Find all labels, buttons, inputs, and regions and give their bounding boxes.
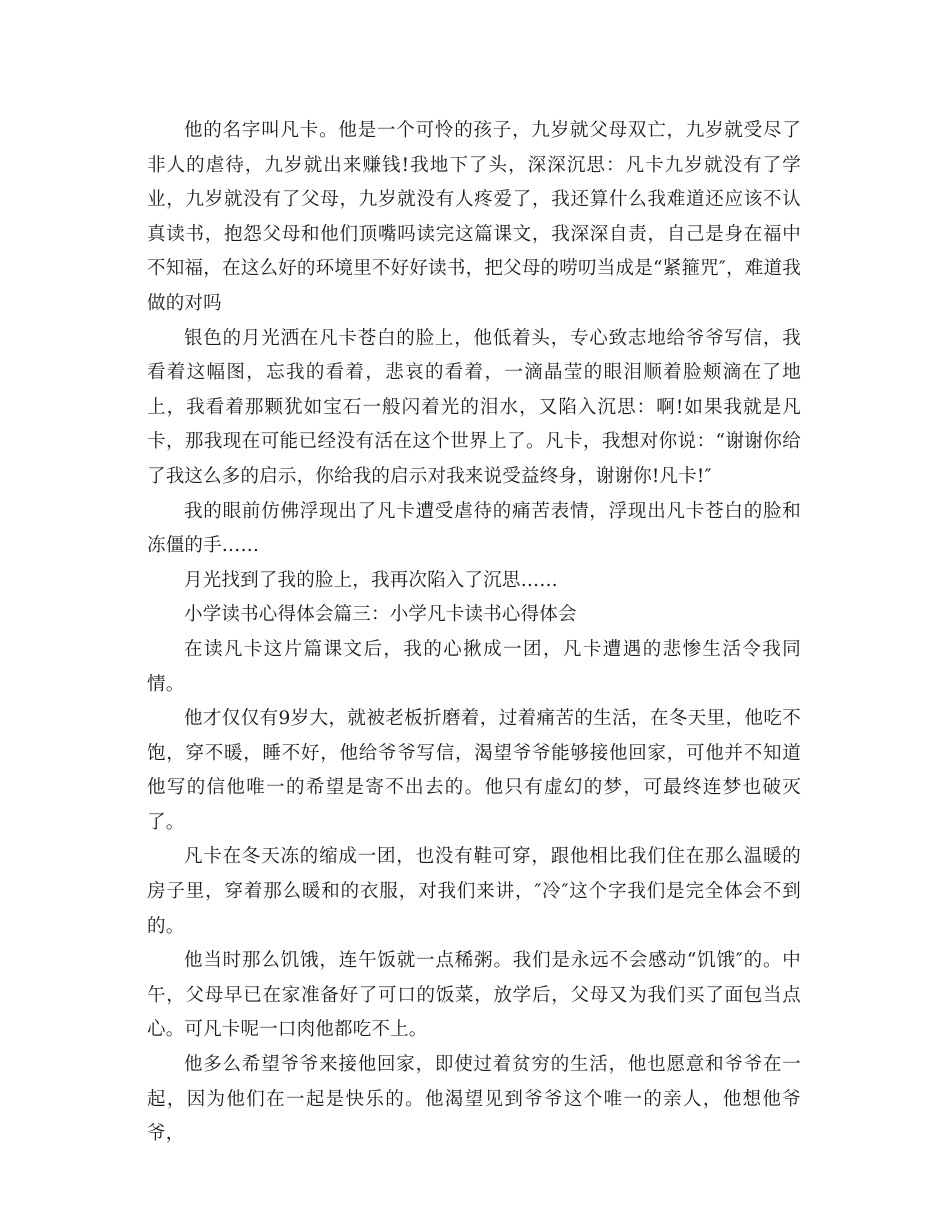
paragraph: 他的名字叫凡卡。他是一个可怜的孩子，九岁就父母双亡，九岁就受尽了非人的虐待，九岁就出来赚钱!我地下了头，深深沉思：凡卡九岁就没有了学业，九岁就没有了父母，九岁就没有人疼爱了，我还算什么我难道还应该不认真读书，抱怨父母和他们顶嘴吗读完这篇课文，我深深自责，自己是身在福中不知福，在这么好的环境里不好好读书，把父母的唠叨当成是“紧箍咒″，难道我做的对吗 [147, 120, 801, 314]
paragraph: 他才仅仅有9岁大，就被老板折磨着，过着痛苦的生活，在冬天里，他吃不饱，穿不暖，睡不好，他给爷爷写信，渴望爷爷能够接他回家，可他并不知道他写的信他唯一的希望是寄不出去的。他只有虚幻的梦，可最终连梦也破灭了。 [147, 708, 801, 833]
paragraph: 银色的月光洒在凡卡苍白的脸上，他低着头，专心致志地给爷爷写信，我看着这幅图，忘我的看着，悲哀的看着，一滴晶莹的眼泪顺着脸颊滴在了地上，我看着那颗犹如宝石一般闪着光的泪水，又陷入沉思：啊!如果我就是凡卡，那我现在可能已经没有活在这个世界上了。凡卡，我想对你说：“谢谢你给了我这么多的启示，你给我的启示对我来说受益终身，谢谢你!凡卡!″ [147, 327, 801, 487]
section-heading: 小学读书心得体会篇三：小学凡卡读书心得体会 [184, 604, 577, 626]
paragraph: 我的眼前仿佛浮现出了凡卡遭受虐待的痛苦表情，浮现出凡卡苍白的脸和冻僵的手…… [147, 500, 801, 557]
paragraph: 月光找到了我的脸上，我再次陷入了沉思…… [184, 569, 559, 591]
paragraph: 他当时那么饥饿，连午饭就一点稀粥。我们是永远不会感动“饥饿″的。中午，父母早已在家准备好了可口的饭菜，放学后，父母又为我们买了面包当点心。可凡卡呢一口肉他都吃不上。 [147, 950, 801, 1041]
paragraph: 他多么希望爷爷来接他回家，即使过着贫穷的生活，他也愿意和爷爷在一起，因为他们在一起是快乐的。他渴望见到爷爷这个唯一的亲人，他想他爷爷， [147, 1054, 801, 1145]
document-body [147, 114, 801, 1152]
paragraph: 在读凡卡这片篇课文后，我的心揪成一团，凡卡遭遇的悲惨生活令我同情。 [147, 638, 801, 695]
paragraph: 凡卡在冬天冻的缩成一团，也没有鞋可穿，跟他相比我们住在那么温暖的房子里，穿着那么暖和的衣服，对我们来讲，″冷″这个字我们是完全体会不到的。 [147, 846, 801, 937]
